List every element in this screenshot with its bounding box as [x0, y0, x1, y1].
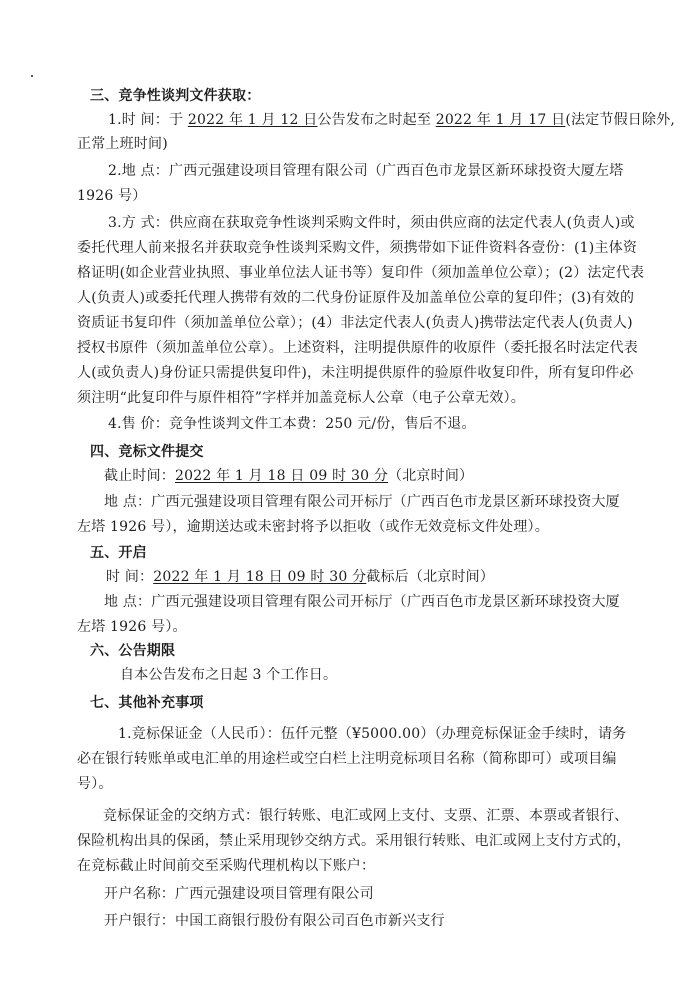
- s3-method-line-7: 人(或负责人)身份证只需提供复印件)，未注明提供原件的验原件收复印件，所有复印件必: [77, 365, 634, 381]
- s3-method-line-1: 3.方 式：供应商在获取竞争性谈判采购文件时，须由供应商的法定代表人(负责人)或: [108, 215, 635, 231]
- s3-time-mid: 公告发布之时起至: [317, 112, 436, 128]
- s6-text: 自本公告发布之日起 3 个工作日。: [120, 667, 338, 683]
- s3-method-line-4: 人(负责人)或委托代理人携带有效的二代身份证原件及加盖单位公章的复印件；(3)有效的: [77, 290, 635, 306]
- s3-time-line-2: 正常上班时间): [77, 136, 168, 152]
- s5-place-line-2: 左塔 1926 号）。: [77, 619, 187, 635]
- s3-place-line-1: 2.地 点：广西元强建设项目管理有限公司（广西百色市龙景区新环球投资大厦左塔: [108, 163, 624, 179]
- s4-deadline-prefix: 截止时间：: [104, 468, 175, 484]
- s7-bank: 开户银行：中国工商银行股份有限公司百色市新兴支行: [104, 913, 445, 929]
- s3-time-end: 2022 年 1 月 17 日: [435, 112, 566, 128]
- s5-time-prefix: 时 间：: [106, 569, 154, 585]
- section-6-heading: 六、公告期限: [90, 643, 176, 659]
- s7-deposit-line-3: 号）。: [77, 776, 113, 792]
- s3-time-suffix: (法定节假日除外,: [565, 112, 676, 128]
- s7-deposit-line-1: 1.竞标保证金（人民币）：伍仟元整（¥5000.00）（办理竞标保证金手续时，请务: [118, 726, 627, 742]
- s7-payment-line-2: 保险机构出具的保函，禁止采用现钞交纳方式。采用银行转账、电汇或网上支付方式的，: [77, 833, 631, 849]
- s3-time-start: 2022 年 1 月 12 日: [187, 112, 318, 128]
- s3-method-line-8: 须注明“此复印件与原件相符”字样并加盖竞标人公章（电子公章无效）。: [77, 390, 525, 406]
- s3-method-line-5: 资质证书复印件（须加盖单位公章）；(4）非法定代表人(负责人)携带法定代表人(负责人): [77, 315, 633, 331]
- s4-place-line-1: 地 点：广西元强建设项目管理有限公司开标厅（广西百色市龙景区新环球投资大厦: [104, 494, 620, 510]
- section-4-heading: 四、竞标文件提交: [90, 444, 204, 460]
- s5-time-value: 2022 年 1 月 18 日 09 时 30 分: [153, 569, 367, 585]
- section-3-heading: 三、竞争性谈判文件获取：: [90, 88, 261, 104]
- section-7-heading: 七、其他补充事项: [90, 695, 204, 711]
- s4-place-line-2: 左塔 1926 号），逾期送达或未密封将予以拒收（或作无效竞标文件处理）。: [77, 519, 549, 535]
- s4-deadline-value: 2022 年 1 月 18 日 09 时 30 分: [175, 468, 389, 484]
- s7-payment-line-3: 在竞标截止时间前交至采购代理机构以下账户：: [77, 858, 376, 874]
- s3-time-prefix: 1.时 间：于: [108, 112, 188, 128]
- s5-place-line-1: 地 点：广西元强建设项目管理有限公司开标厅（广西百色市龙景区新环球投资大厦: [104, 594, 620, 610]
- s7-account-name: 开户名称：广西元强建设项目管理有限公司: [104, 886, 374, 902]
- s5-time-suffix: 截标后（北京时间）: [366, 569, 495, 585]
- s3-method-line-6: 授权书原件（须加盖单位公章）。上述资料，注明提供原件的收原件（委托报名时法定代表: [77, 340, 638, 356]
- s3-method-line-2: 委托代理人前来报名并获取竞争性谈判采购文件，须携带如下证件资料各壹份：(1)主体资: [77, 240, 638, 256]
- s7-deposit-line-2: 必在银行转账单或电汇单的用途栏或空白栏上注明竞标项目名称（简称即可）或项目编: [77, 751, 617, 767]
- s3-price-line: 4.售 价：竞争性谈判文件工本费：250 元/份，售后不退。: [108, 416, 476, 432]
- s3-method-line-3: 格证明(如企业营业执照、事业单位法人证书等）复印件（须加盖单位公章）；(2）法定代表: [77, 265, 645, 281]
- s7-payment-line-1: 竞标保证金的交纳方式：银行转账、电汇或网上支付、支票、汇票、本票或者银行、: [103, 808, 629, 824]
- s3-place-line-2: 1926 号）: [77, 188, 147, 204]
- section-5-heading: 五、开启: [90, 545, 147, 561]
- s4-deadline-line: [104, 466, 700, 486]
- s4-deadline-suffix: （北京时间）: [388, 468, 474, 484]
- s5-time-line: [106, 567, 700, 587]
- s3-time-line: [108, 110, 700, 130]
- scan-speck: [31, 75, 33, 77]
